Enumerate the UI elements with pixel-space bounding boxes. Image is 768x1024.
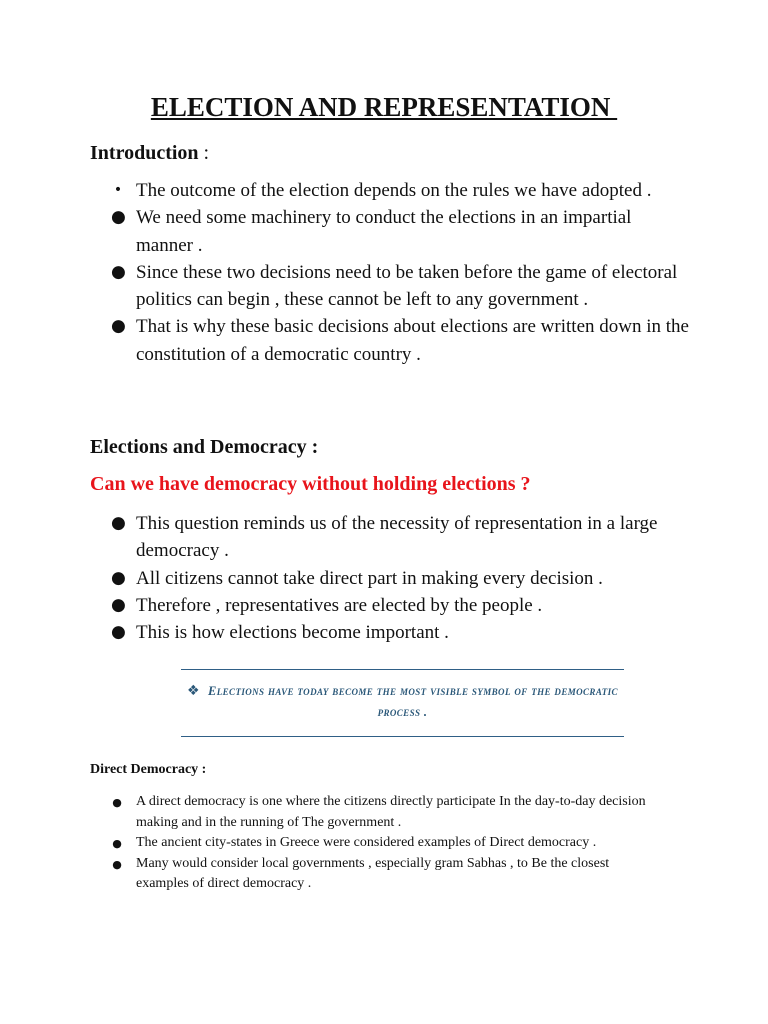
list-item-text: That is why these basic decisions about elections are written down in the constitution of a democratic country . — [136, 316, 689, 365]
list-item-text: This is how elections become important . — [136, 622, 449, 644]
elections-democracy-list — [90, 510, 690, 646]
callout-box — [181, 669, 624, 737]
democracy-question: Can we have democracy without holding elections ? — [90, 473, 531, 495]
list-item-text: Since these two decisions need to be taken before the game of electoral politics can begin , these cannot be left to any government . — [136, 261, 678, 311]
direct-democracy-list — [90, 792, 660, 895]
list-item — [90, 592, 690, 619]
list-item-text: Therefore , representatives are elected by the people . — [136, 594, 543, 616]
list-item — [90, 854, 660, 895]
introduction-heading-colon: : — [198, 142, 210, 164]
list-item-text: Many would consider local governments , especially gram Sabhas , to Be the closest examples of direct democracy . — [136, 855, 610, 891]
list-item — [90, 565, 690, 592]
bullet-icon: ● — [111, 261, 126, 282]
diamond-bullet-icon: ❖ — [187, 683, 200, 699]
introduction-heading-text: Introduction — [90, 142, 199, 164]
list-item-text: A direct democracy is one where the citizens directly participate In the day-to-day decision making and in the running of The government . — [136, 794, 646, 830]
list-item — [90, 510, 690, 565]
bullet-icon: ● — [111, 567, 126, 588]
bullet-icon: ● — [112, 796, 122, 809]
list-item-text: This question reminds us of the necessity of representation in a large democracy . — [136, 513, 658, 562]
page-title: ELECTION AND REPRESENTATION — [150, 92, 618, 122]
introduction-list — [90, 177, 690, 368]
bullet-icon: ● — [112, 857, 122, 871]
list-item-text: All citizens cannot take direct part in making every decision . — [136, 567, 603, 589]
elections-democracy-heading: Elections and Democracy : — [90, 436, 319, 458]
list-item-text: The ancient city-states in Greece were considered examples of Direct democracy . — [136, 835, 597, 850]
list-item — [90, 313, 690, 368]
bullet-icon: ● — [111, 316, 126, 337]
bullet-icon: ● — [112, 837, 122, 850]
callout-text-block — [181, 681, 624, 723]
callout-text: Elections have today become the most visible symbol of the democratic process . — [208, 684, 618, 719]
list-item — [90, 792, 660, 833]
bullet-icon: • — [113, 182, 123, 198]
bullet-icon: ● — [111, 594, 126, 615]
list-item — [90, 259, 690, 314]
list-item — [90, 177, 690, 204]
bullet-icon: ● — [111, 513, 126, 533]
list-item-text: We need some machinery to conduct the elections in an impartial manner . — [136, 207, 632, 256]
introduction-heading — [90, 142, 209, 165]
direct-democracy-heading: Direct Democracy : — [90, 762, 207, 777]
bullet-icon: ● — [111, 622, 126, 643]
list-item — [90, 619, 690, 646]
list-item-text: The outcome of the election depends on the rules we have adopted . — [136, 180, 652, 201]
bullet-icon: ● — [111, 207, 126, 228]
list-item — [90, 204, 690, 259]
list-item — [90, 833, 660, 854]
